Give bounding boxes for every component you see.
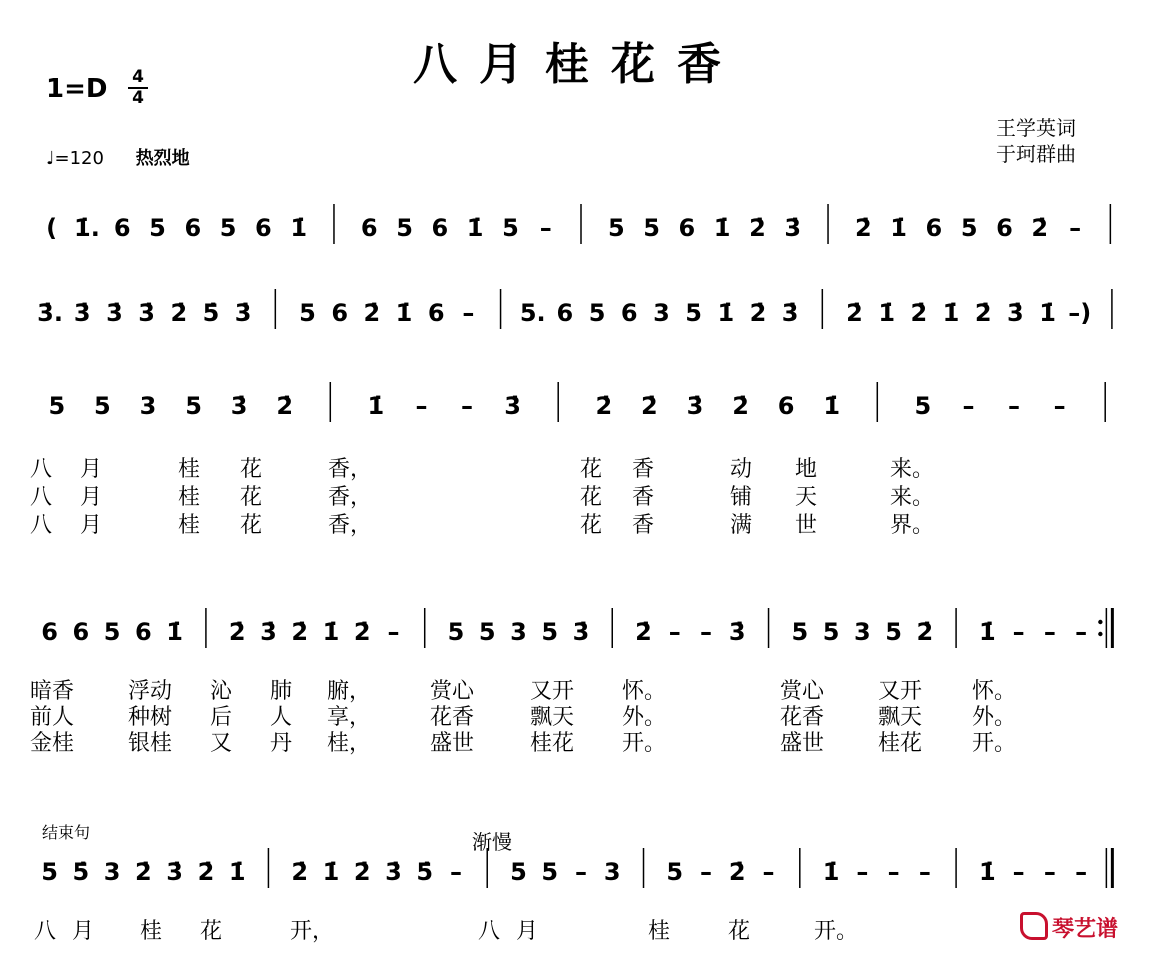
lyric-syllable: 香， (328, 513, 373, 538)
dash-note: – (575, 858, 587, 886)
note: 6 (556, 299, 574, 327)
note: 6 (620, 299, 638, 327)
note: 6 (41, 618, 58, 646)
lyric-syllable: 花 (580, 513, 603, 538)
note: 2̇ (197, 858, 215, 886)
lyric-syllable: 月 (80, 485, 103, 510)
note: 2̇ (228, 618, 246, 646)
note: 5 (149, 214, 166, 242)
lyric-syllable: 开。 (972, 731, 1017, 756)
lyric-syllable: 桂 (178, 457, 201, 482)
lyric-syllable: 花 (240, 513, 263, 538)
note: 3 (139, 392, 157, 420)
note: 5 (502, 214, 519, 242)
ending-marker: 结束句 (42, 823, 91, 842)
note: 3 (603, 858, 621, 886)
note: 2̇ (353, 858, 371, 886)
lyric-syllable: 香 (632, 485, 655, 510)
note: 3̇ (504, 392, 521, 420)
meter-bottom: 4 (128, 87, 148, 108)
note: 3̇ (385, 858, 402, 886)
dash-note: – (1008, 392, 1021, 420)
note: 5 (103, 618, 121, 646)
note: 6 (431, 214, 449, 242)
note: 3 (653, 299, 670, 327)
lyric-syllable: 八 (30, 485, 53, 510)
lyric-syllable: 后 (210, 705, 233, 730)
note: 5 (48, 392, 66, 420)
dash-note: – (387, 618, 400, 646)
note: 5 (219, 214, 237, 242)
note: 5 (914, 392, 932, 420)
lyric-syllable: 桂 (178, 513, 201, 538)
lyric-syllable: 开。 (622, 731, 667, 756)
lyric-syllable: 香 (632, 513, 655, 538)
key-signature: 1=D (46, 74, 108, 104)
note: 5 (822, 618, 840, 646)
lyric-syllable: 花 (580, 457, 603, 482)
lyric-syllable: 满 (730, 513, 753, 538)
lyric-syllable: 月 (80, 457, 103, 482)
tempo-value: ♩=120 (46, 148, 104, 169)
note: 5 (447, 618, 465, 646)
piano-key-logo-icon (1020, 912, 1048, 940)
note: 6 (72, 618, 90, 646)
note: 3 (103, 858, 121, 886)
lyric-syllable: 金桂 (30, 731, 75, 756)
note: 1̇ (978, 618, 996, 646)
note: 3̇ (572, 618, 590, 646)
lyric-syllable: 来。 (890, 457, 935, 482)
lyric-syllable: 动 (730, 457, 753, 482)
lyric-syllable: 暗香 (30, 679, 75, 704)
lyric-syllable: 八 (34, 919, 57, 944)
note: 1̇ (978, 858, 996, 886)
dash-note: – (462, 299, 475, 327)
note: 2̇ (291, 618, 309, 646)
meter-top: 4 (132, 67, 144, 87)
note: 3̇ (166, 858, 184, 886)
lyric-syllable: 外。 (622, 705, 667, 730)
note: 3̇ (138, 299, 155, 327)
note: –) (1068, 299, 1092, 327)
note: 2̇ (635, 618, 652, 646)
lyric-syllable: 沁 (210, 679, 233, 704)
note: 2̇ (728, 858, 746, 886)
note: 3̇ (1007, 299, 1024, 327)
dash-note: – (1012, 618, 1025, 646)
ritardando-mark: 渐慢 (472, 830, 512, 854)
note: 6 (255, 214, 272, 242)
lyricist-credit: 王学英词 (996, 116, 1076, 140)
lyric-syllable: 又开 (878, 679, 923, 704)
note: 6 (678, 214, 696, 242)
note: 3̇ (260, 618, 277, 646)
notation-line-3 (0, 374, 1156, 434)
lyric-syllable: 桂 (178, 485, 201, 510)
dash-note: – (1075, 618, 1088, 646)
note: 3̇. (37, 299, 64, 327)
lyric-syllable: 世 (795, 513, 818, 538)
lyric-syllable: 香 (632, 457, 655, 482)
note: 1̇ (395, 299, 413, 327)
dash-note: – (856, 858, 869, 886)
notation-line-4 (0, 600, 1156, 660)
notation-line-5 (0, 840, 1156, 900)
lyric-syllable: 又 (210, 731, 233, 756)
lyric-syllable: 怀。 (972, 679, 1017, 704)
note: 6 (925, 214, 943, 242)
lyric-syllable: 银桂 (128, 731, 173, 756)
lyric-syllable: 桂 (140, 919, 163, 944)
note: 5 (588, 299, 606, 327)
dash-note: – (1075, 858, 1088, 886)
lyric-syllable: 浮动 (128, 679, 173, 704)
lyric-syllable: 丹 (270, 731, 293, 756)
note: 5 (185, 392, 202, 420)
lyric-syllable: 赏心 (780, 679, 825, 704)
note: 6 (113, 214, 131, 242)
lyric-syllable: 花 (240, 485, 263, 510)
lyric-syllable: 香， (328, 457, 373, 482)
lyric-syllable: 花 (728, 919, 751, 944)
lyric-syllable: 种树 (128, 705, 173, 730)
lyric-syllable: 花香 (780, 705, 825, 730)
note: ( (46, 214, 58, 242)
lyric-syllable: 桂 (648, 919, 671, 944)
lyric-syllable: 月 (516, 919, 539, 944)
note: 1̇. (74, 214, 100, 242)
note: 1̇ (878, 299, 896, 327)
note: 5 (885, 618, 902, 646)
note: 5 (666, 858, 684, 886)
lyric-syllable: 飘天 (530, 705, 575, 730)
lyric-syllable: 花 (240, 457, 263, 482)
note: 2̇ (170, 299, 188, 327)
note: 2̇ (846, 299, 863, 327)
dash-note: – (962, 392, 975, 420)
note: 5̇ (72, 858, 90, 886)
note: 3 (510, 618, 527, 646)
note: 1̇ (890, 214, 907, 242)
note: 1̇ (322, 858, 340, 886)
lyric-syllable: 人 (270, 705, 293, 730)
lyric-syllable: 八 (30, 457, 53, 482)
dash-note: – (1043, 618, 1056, 646)
note: 5 (541, 858, 559, 886)
note: 6 (427, 299, 445, 327)
note: 1̇ (322, 618, 340, 646)
lyric-syllable: 桂花 (530, 731, 575, 756)
note: 6 (184, 214, 202, 242)
lyric-syllable: 八 (478, 919, 501, 944)
logo-text: 琴艺谱 (1052, 917, 1119, 942)
note: 5 (478, 618, 496, 646)
dash-note: – (449, 858, 462, 886)
lyric-syllable: 香， (328, 485, 373, 510)
note: 5 (607, 214, 625, 242)
note: 2̇ (974, 299, 992, 327)
note: 1̇ (713, 214, 731, 242)
note: 6 (996, 214, 1013, 242)
note: 1̇ (822, 858, 840, 886)
lyric-syllable: 地 (795, 457, 818, 482)
note: 6 (777, 392, 795, 420)
expression-mark: 热烈地 (135, 148, 190, 169)
lyric-syllable: 来。 (890, 485, 935, 510)
note: 2̇ (641, 392, 658, 420)
composer-credit: 于珂群曲 (996, 142, 1076, 166)
lyric-syllable: 外。 (972, 705, 1017, 730)
lyric-syllable: 铺 (730, 485, 753, 510)
notation-line-2 (0, 281, 1156, 341)
lyric-syllable: 花 (580, 485, 603, 510)
note: 5̇ (416, 858, 434, 886)
note: 5 (541, 618, 559, 646)
note: 1̇ (228, 858, 246, 886)
lyric-syllable: 赏心 (430, 679, 475, 704)
note: 2̇ (291, 858, 309, 886)
note: 5. (519, 299, 546, 327)
lyric-syllable: 开。 (814, 919, 859, 944)
dash-note: – (700, 858, 713, 886)
lyric-syllable: 月 (80, 513, 103, 538)
lyric-syllable: 前人 (30, 705, 75, 730)
note: 5 (299, 299, 316, 327)
note: 2̇ (135, 858, 152, 886)
note: 5 (643, 214, 660, 242)
note: 5 (791, 618, 809, 646)
note: 3̇ (781, 299, 799, 327)
note: 2̇ (1031, 214, 1049, 242)
note: 2̇ (749, 299, 767, 327)
tempo-marking (46, 144, 190, 170)
note: 2̇ (749, 214, 766, 242)
lyric-syllable: 界。 (890, 513, 935, 538)
note: 3̇ (234, 299, 252, 327)
note: 5 (685, 299, 702, 327)
dash-note: – (1043, 858, 1056, 886)
note: 6 (360, 214, 378, 242)
note: 3̇ (728, 618, 746, 646)
dash-note: – (1053, 392, 1066, 420)
dash-note: – (887, 858, 900, 886)
note: 1̇ (466, 214, 484, 242)
dash-note: – (539, 214, 552, 242)
site-logo (1020, 912, 1118, 943)
lyric-syllable: 八 (30, 513, 53, 538)
note: 1̇ (717, 299, 735, 327)
lyric-syllable: 又开 (530, 679, 575, 704)
lyric-syllable: 怀。 (622, 679, 667, 704)
song-title: 八月桂花香 (413, 39, 743, 90)
repeat-dot (1098, 620, 1102, 624)
time-signature (128, 68, 148, 108)
note: 1̇ (290, 214, 308, 242)
note: 3̇ (230, 392, 248, 420)
note: 2̇ (276, 392, 294, 420)
note: 6 (135, 618, 152, 646)
lyric-syllable: 花 (200, 919, 223, 944)
note: 5 (510, 858, 527, 886)
dash-note: – (668, 618, 681, 646)
note: 5̇ (202, 299, 220, 327)
dash-note: – (1069, 214, 1082, 242)
note: 2̇ (910, 299, 928, 327)
note: 3̇ (106, 299, 123, 327)
dash-note: – (1012, 858, 1025, 886)
lyric-syllable: 飘天 (878, 705, 923, 730)
lyric-syllable: 腑， (327, 679, 372, 704)
note: 1̇ (367, 392, 385, 420)
dash-note: – (762, 858, 775, 886)
repeat-dot (1098, 632, 1102, 636)
lyric-syllable: 月 (72, 919, 95, 944)
lyric-syllable: 开， (290, 919, 335, 944)
note: 1̇ (823, 392, 841, 420)
lyric-syllable: 天 (795, 485, 818, 510)
note: 2̇ (732, 392, 749, 420)
note: 5 (960, 214, 978, 242)
lyric-syllable: 盛世 (780, 731, 825, 756)
lyric-syllable: 享， (327, 705, 372, 730)
note: 2̇ (916, 618, 934, 646)
lyric-syllable: 桂花 (878, 731, 923, 756)
note: 2̇ (363, 299, 381, 327)
lyric-syllable: 桂， (327, 731, 372, 756)
note: 5 (396, 214, 413, 242)
note: 3 (853, 618, 871, 646)
note: 3̇ (686, 392, 704, 420)
lyric-syllable: 盛世 (430, 731, 475, 756)
note: 1̇ (1039, 299, 1056, 327)
lyric-syllable: 花香 (430, 705, 475, 730)
note: 1̇ (942, 299, 960, 327)
dash-note: – (461, 392, 474, 420)
note: 6 (331, 299, 349, 327)
notation-line-1 (0, 196, 1156, 256)
note: 2̇ (854, 214, 872, 242)
note: 3̇ (73, 299, 91, 327)
dash-note: – (918, 858, 931, 886)
note: 3̇ (784, 214, 802, 242)
note: 5 (94, 392, 111, 420)
note: 2̇ (595, 392, 613, 420)
note: 1̇ (166, 618, 184, 646)
note: 5 (41, 858, 58, 886)
lyric-syllable: 肺 (270, 679, 293, 704)
dash-note: – (700, 618, 713, 646)
dash-note: – (415, 392, 428, 420)
note: 2̇ (353, 618, 371, 646)
